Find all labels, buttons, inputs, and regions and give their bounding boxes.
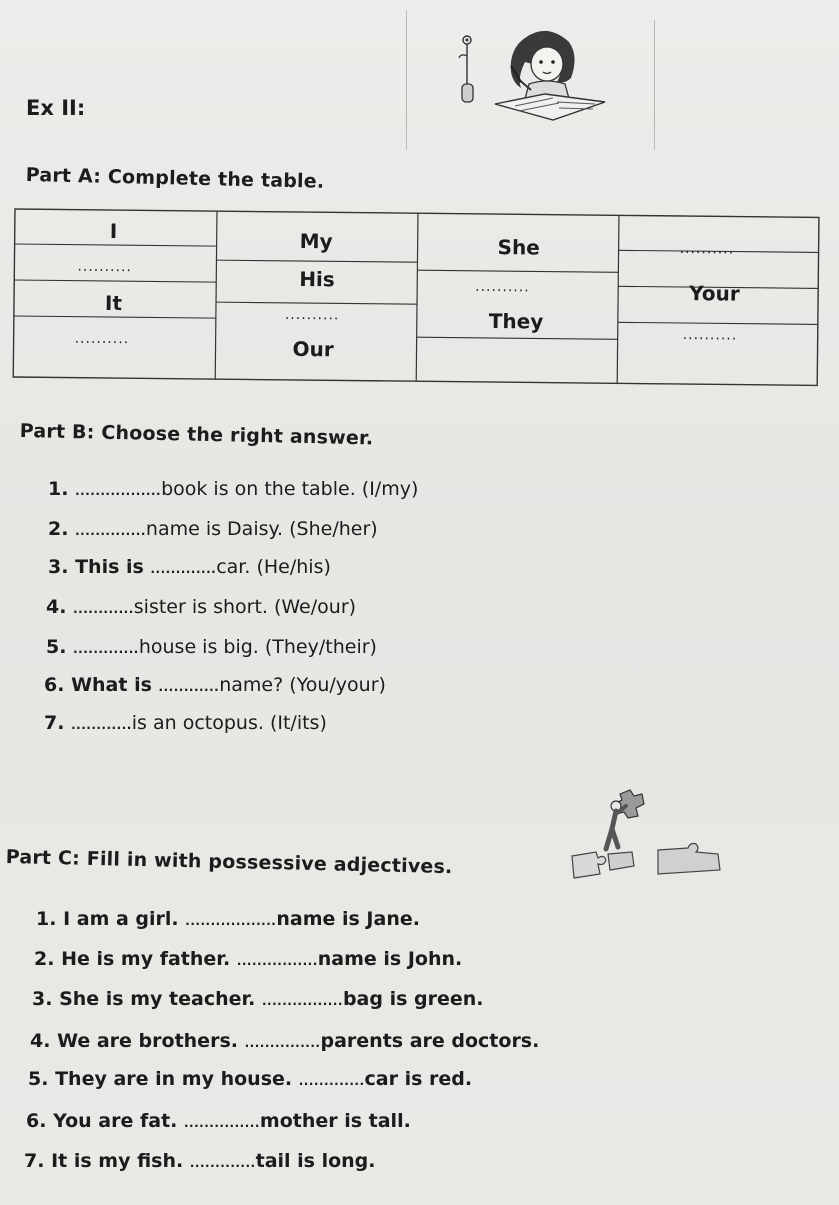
- item-number: 2.: [48, 518, 69, 540]
- table-cell: His: [299, 266, 335, 292]
- item-post: mother is tall.: [259, 1110, 411, 1132]
- list-item: [32, 988, 484, 1010]
- answer-blank[interactable]: .............: [298, 1074, 365, 1088]
- table-cell-blank[interactable]: ..........: [475, 278, 530, 296]
- girl-writing-icon: [455, 26, 610, 126]
- item-post: house is big. (They/their): [138, 636, 377, 658]
- answer-blank[interactable]: ..............: [75, 524, 146, 538]
- item-post: parents are doctors.: [320, 1030, 540, 1052]
- list-item: [46, 596, 356, 618]
- item-post: book is on the table. (I/my): [161, 478, 419, 500]
- table-cell-blank[interactable]: ..........: [74, 330, 130, 348]
- item-number: 6.: [26, 1110, 47, 1132]
- list-item: [44, 712, 327, 734]
- list-item: [30, 1030, 539, 1052]
- table-cell: My: [299, 228, 333, 254]
- item-pre: She is my teacher.: [59, 988, 256, 1010]
- table-cell: Your: [689, 281, 740, 306]
- table-cell-blank[interactable]: ..........: [682, 327, 738, 344]
- list-item: [34, 948, 462, 970]
- item-post: name is Jane.: [276, 908, 420, 930]
- item-post: name is John.: [317, 948, 463, 970]
- list-item: [24, 1150, 376, 1172]
- part-b-title: Part B: Choose the right answer.: [19, 420, 374, 450]
- answer-blank[interactable]: .............: [73, 642, 139, 656]
- list-item: [26, 1110, 411, 1132]
- answer-blank[interactable]: ................: [262, 994, 343, 1008]
- item-number: 7.: [44, 712, 65, 734]
- answer-blank[interactable]: .................: [75, 484, 162, 498]
- item-pre: I am a girl.: [63, 908, 179, 930]
- table-cell: I: [109, 219, 118, 244]
- item-number: 6.: [44, 674, 65, 696]
- table-cell-blank[interactable]: ..........: [284, 306, 340, 324]
- item-number: 7.: [24, 1150, 45, 1172]
- answer-blank[interactable]: .............: [150, 562, 217, 576]
- list-item: [48, 478, 418, 500]
- item-number: 1.: [48, 478, 69, 500]
- list-item: [28, 1068, 472, 1090]
- list-item: [36, 908, 420, 930]
- puzzle-person-icon: [568, 780, 728, 890]
- item-post: name? (You/your): [219, 674, 386, 696]
- answer-blank[interactable]: .............: [189, 1156, 256, 1170]
- item-pre: We are brothers.: [57, 1030, 238, 1052]
- answer-blank[interactable]: ...............: [184, 1116, 260, 1130]
- table-cell-blank[interactable]: ..........: [77, 258, 132, 276]
- answer-blank[interactable]: ..................: [185, 914, 277, 928]
- item-post: bag is green.: [342, 988, 484, 1010]
- item-number: 4.: [46, 596, 67, 618]
- item-pre: They are in my house.: [55, 1068, 293, 1090]
- list-item: [48, 518, 378, 540]
- item-number: 1.: [36, 908, 57, 930]
- item-number: 5.: [28, 1068, 49, 1090]
- list-item: [48, 556, 331, 578]
- page-crease: [654, 20, 655, 150]
- exercise-title: Ex II:: [26, 96, 86, 120]
- part-a-title: Part A: Complete the table.: [25, 164, 325, 193]
- table-cell-blank[interactable]: ..........: [679, 240, 735, 258]
- table-cell: Our: [292, 336, 334, 362]
- item-number: 4.: [30, 1030, 51, 1052]
- answer-blank[interactable]: ............: [158, 680, 220, 694]
- table-cell: It: [104, 290, 123, 316]
- item-pre: What is: [71, 674, 152, 696]
- list-item: [44, 674, 386, 696]
- item-pre: He is my father.: [61, 948, 231, 970]
- part-c-title: Part C: Fill in with possessive adjectives.: [5, 846, 453, 879]
- answer-blank[interactable]: ............: [73, 602, 134, 616]
- pronoun-table: [12, 208, 820, 386]
- table-cell: They: [488, 308, 544, 334]
- item-pre: You are fat.: [53, 1110, 178, 1132]
- item-number: 5.: [46, 636, 67, 658]
- item-post: is an octopus. (It/its): [131, 712, 327, 734]
- answer-blank[interactable]: ................: [236, 954, 318, 968]
- answer-blank[interactable]: ...............: [244, 1036, 321, 1050]
- item-post: car. (He/his): [216, 556, 331, 578]
- table-cell: She: [497, 235, 540, 260]
- item-post: sister is short. (We/our): [133, 596, 357, 618]
- answer-blank[interactable]: ............: [71, 718, 132, 732]
- item-post: car is red.: [364, 1068, 473, 1090]
- item-pre: This is: [75, 556, 144, 578]
- list-item: [46, 636, 377, 658]
- item-post: tail is long.: [255, 1150, 376, 1172]
- item-number: 3.: [48, 556, 69, 578]
- page-crease: [406, 10, 407, 150]
- item-number: 2.: [34, 948, 55, 970]
- item-pre: It is my fish.: [51, 1150, 184, 1172]
- item-number: 3.: [32, 988, 53, 1010]
- item-post: name is Daisy. (She/her): [145, 518, 378, 540]
